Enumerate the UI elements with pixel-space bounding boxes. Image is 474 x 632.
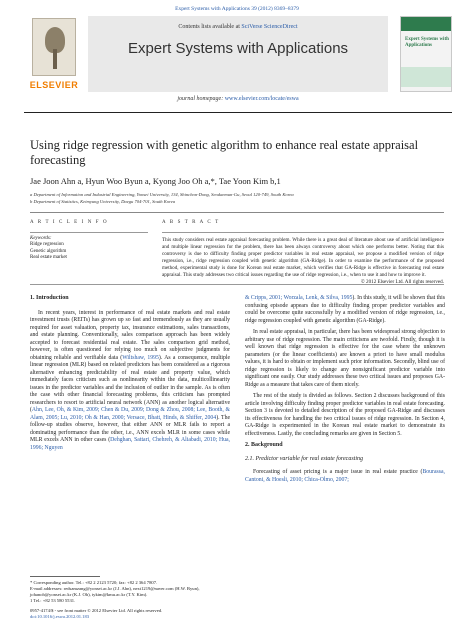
paragraph-text: ). As a consequence, multiple linear regression (MLR) based on related predictors has been considered as a rigorous alternative enhancing predictability of real estate and property value, which immediately faces criticism such as nonlinearity within the data, multicollinearity issues in the predictor variables and the inclusion of outlier in the sample. As is often the case with other financial forecasting problems, this criticism has prompted researchers to resort to artificial neural network (ANN) as another logical alternative ( (30, 354, 231, 413)
elsevier-logo (24, 18, 84, 100)
affiliation-a: a Department of Information and Industrial Engineering, Yonsei University, 134, Shinchon-Dong, Seodaemun-Gu, Seoul 120-749, South Korea (30, 192, 294, 197)
abstract-rule (162, 232, 444, 233)
article-identifiers (30, 608, 162, 620)
issn-line: 0957-4174/$ - see front matter © 2012 Elsevier Ltd. All rights reserved. (30, 608, 163, 613)
journal-homepage (88, 96, 388, 102)
section-heading-introduction: 1. Introduction (30, 295, 69, 301)
paragraph-text: ). In this study, it will be shown that this confusing episode appears due to difficulty finding proper predictor variables and could be overcome quite successfully by a modified version of ridge regression, i.e., ridge regression coupled with genetic algorithm (GA-Ridge). (245, 295, 445, 324)
paragraph-text: ). The follow-up studies observe, however, that either ANN or MLR fails to report a dominating performance than the other, i.e., ANN excels MLR in some cases while MLR excels ANN in other cases ( (30, 414, 230, 443)
cover-header-band (401, 17, 451, 31)
cover-title: Expert Systems with Applications (405, 37, 449, 48)
reference-link[interactable]: Dehghan, Sattari, Chehreh, & Aliabadi, 2010; Hua, 1996; Nguyen (30, 437, 230, 451)
corresponding-author-note: * Corresponding author. Tel.: +82 2 2123 5720; fax: +82 2 364 7807. (30, 580, 158, 585)
journal-title: Expert Systems with Applications (127, 40, 349, 57)
paragraph-text: Forecasting of asset pricing is a major issue in real estate practice ( (253, 469, 423, 475)
cover-footer-band (401, 67, 451, 87)
contents-prefix: Contents lists available at (178, 24, 242, 30)
header-divider (30, 212, 444, 213)
reference-link[interactable]: & Cripps, 2001; Worzala, Lenk, & Silva, 1995 (245, 295, 353, 301)
abstract-text: This study considers real estate appraisal forecasting problem. While there is a great deal of literature about use of artificial intelligence and multiple linear regression for the problem, there has been always controversy about which one performs better. Noting that this controversy is due to difficulty finding proper predictor variables in real estate appraisal, we propose a modified version of ridge regression, i.e., ridge regression coupled with genetic algorithm (GA-Ridge). In order to examine the performance of the proposed method, experimental study is done for Korean real estate market, which verifies that GA-Ridge is effective in forecasting real estate appraisal. This study addresses two critical issues regarding the use of ridge regression, i.e., when to use it and how to improve it. (162, 237, 444, 278)
journal-cover-thumbnail (400, 16, 452, 92)
sciencedirect-link[interactable]: SciVerse ScienceDirect (241, 24, 298, 30)
section-heading-background: 2. Background (245, 442, 283, 448)
elsevier-tree-icon (32, 18, 76, 76)
article-info-heading: A R T I C L E I N F O (30, 220, 109, 225)
journal-citation-line[interactable]: Expert Systems with Applications 39 (2012) 8369–8379 (175, 6, 299, 12)
intro-paragraph: The rest of the study is divided as follows. Section 2 discusses background of this article involving difficulty finding proper predictor variables in real estate forecasting. Section 3 is devoted to detailed description of the proposed GA-Ridge and discusses its effectiveness for handling the two critical issues of ridge regression. In Section 4, GA-Ridge is experimented in the Korean real estate market to demonstrate its effectiveness. Lastly, the concluding remarks are given in Section 5. (245, 393, 445, 437)
article-info-rule (30, 232, 148, 233)
homepage-link[interactable]: www.elsevier.com/locate/eswa (224, 96, 299, 102)
journal-banner (88, 16, 388, 92)
keywords-list (30, 242, 67, 262)
keyword-item: Ridge regression (30, 242, 64, 247)
author-affiliations (30, 192, 294, 205)
doi-link[interactable]: doi:10.1016/j.eswa.2012.01.183 (30, 614, 90, 619)
article-authors: Jae Joon Ahn a, Hyun Woo Byun a, Kyong Joo Oh a,*, Tae Yoon Kim b,1 (30, 176, 281, 186)
footnotes (30, 580, 230, 604)
telephone-note: 1 Tel.: +82 53 580 5531. (30, 598, 76, 603)
article-title: Using ridge regression with genetic algorithm to enhance real estate appraisal forecasting (30, 138, 419, 167)
publisher-logo-text: ELSEVIER (29, 80, 79, 90)
footnote-rule (30, 576, 100, 577)
paragraph-text: In recent years, interest in performance of real estate markets and real estate investment trusts (REITs) has grown up so fast and tremendously as they are usually required for asset valuation, property tax, insurance estimations, sales transactions, and estate planning. Conventionally, sales comparison approach has been widely accepted to forecast residential real estate. The sales comparison grid method, however, is often questioned for relying too much on subjective judgments for obtaining reliable and verifiable data ( (30, 309, 230, 361)
subsection-heading: 2.1. Predictor variable for real estate forecasting (245, 455, 363, 462)
left-column (30, 295, 230, 456)
intro-paragraph: In real estate appraisal, in particular, there has been widespread strong objection to arbitrary use of ridge regression. The main criticisms are twofold. Firstly, though it is well known that ridge regression is effective for the case where the unknown parameters (or the linear coefficients) are known a priori to have small modulus values, it is hard to obtain or implement such prior information. Secondly, blind use of ridge regression is likely to change any nonsignificant predictor variable into significant one easily. Our study addresses these two critical issues and proposes GA-Ridge as a measure that takes care of them nicely. (245, 329, 445, 388)
journal-masthead (24, 16, 452, 108)
abstract-heading: A B S T R A C T (162, 220, 220, 225)
keywords-label: Keywords: (30, 236, 52, 241)
abstract-divider (30, 284, 444, 285)
reference-link[interactable]: Wiltshaw, 1995 (122, 354, 159, 361)
email-addresses[interactable]: E-mail addresses: redsamzang@yonsei.ac.kr (J.J. Ahn), next1219@naver.com (H.W. Byun), johanoh@yonsei.ac.kr (K.J. Oh), tykim@kmu.ac.kr (T.Y. Kim). (30, 586, 200, 597)
copyright-notice: © 2012 Elsevier Ltd. All rights reserved. (360, 279, 444, 285)
reference-link[interactable]: Bourassa, Cantoni, & Hoesli, 2010; Chica-Olmo, 2007; (245, 469, 445, 483)
right-column (245, 295, 445, 488)
intro-continued-paragraph (245, 295, 445, 325)
contents-line (88, 24, 388, 30)
abstract-body (162, 237, 444, 286)
keyword-item: Real estate market (30, 255, 67, 260)
affiliation-b: b Department of Statistics, Keimyung University, Daegu 704-701, South Korea (30, 198, 176, 204)
homepage-prefix: journal homepage: (177, 96, 225, 102)
masthead-divider (24, 112, 452, 113)
background-paragraph (245, 469, 445, 484)
keyword-item: Genetic algorithm (30, 248, 67, 254)
reference-link[interactable]: Ahn, Lee, Oh, & Kim, 2009; Chen & Du, 2009; Dong & Zhou, 2008; Lee, Booth, & Alam, 2005; Lu, 2010; Oh & Han, 2000; Versace, Bhatt, Hinds, & Shiffer, 2004 (30, 407, 230, 421)
intro-paragraph (30, 310, 230, 453)
